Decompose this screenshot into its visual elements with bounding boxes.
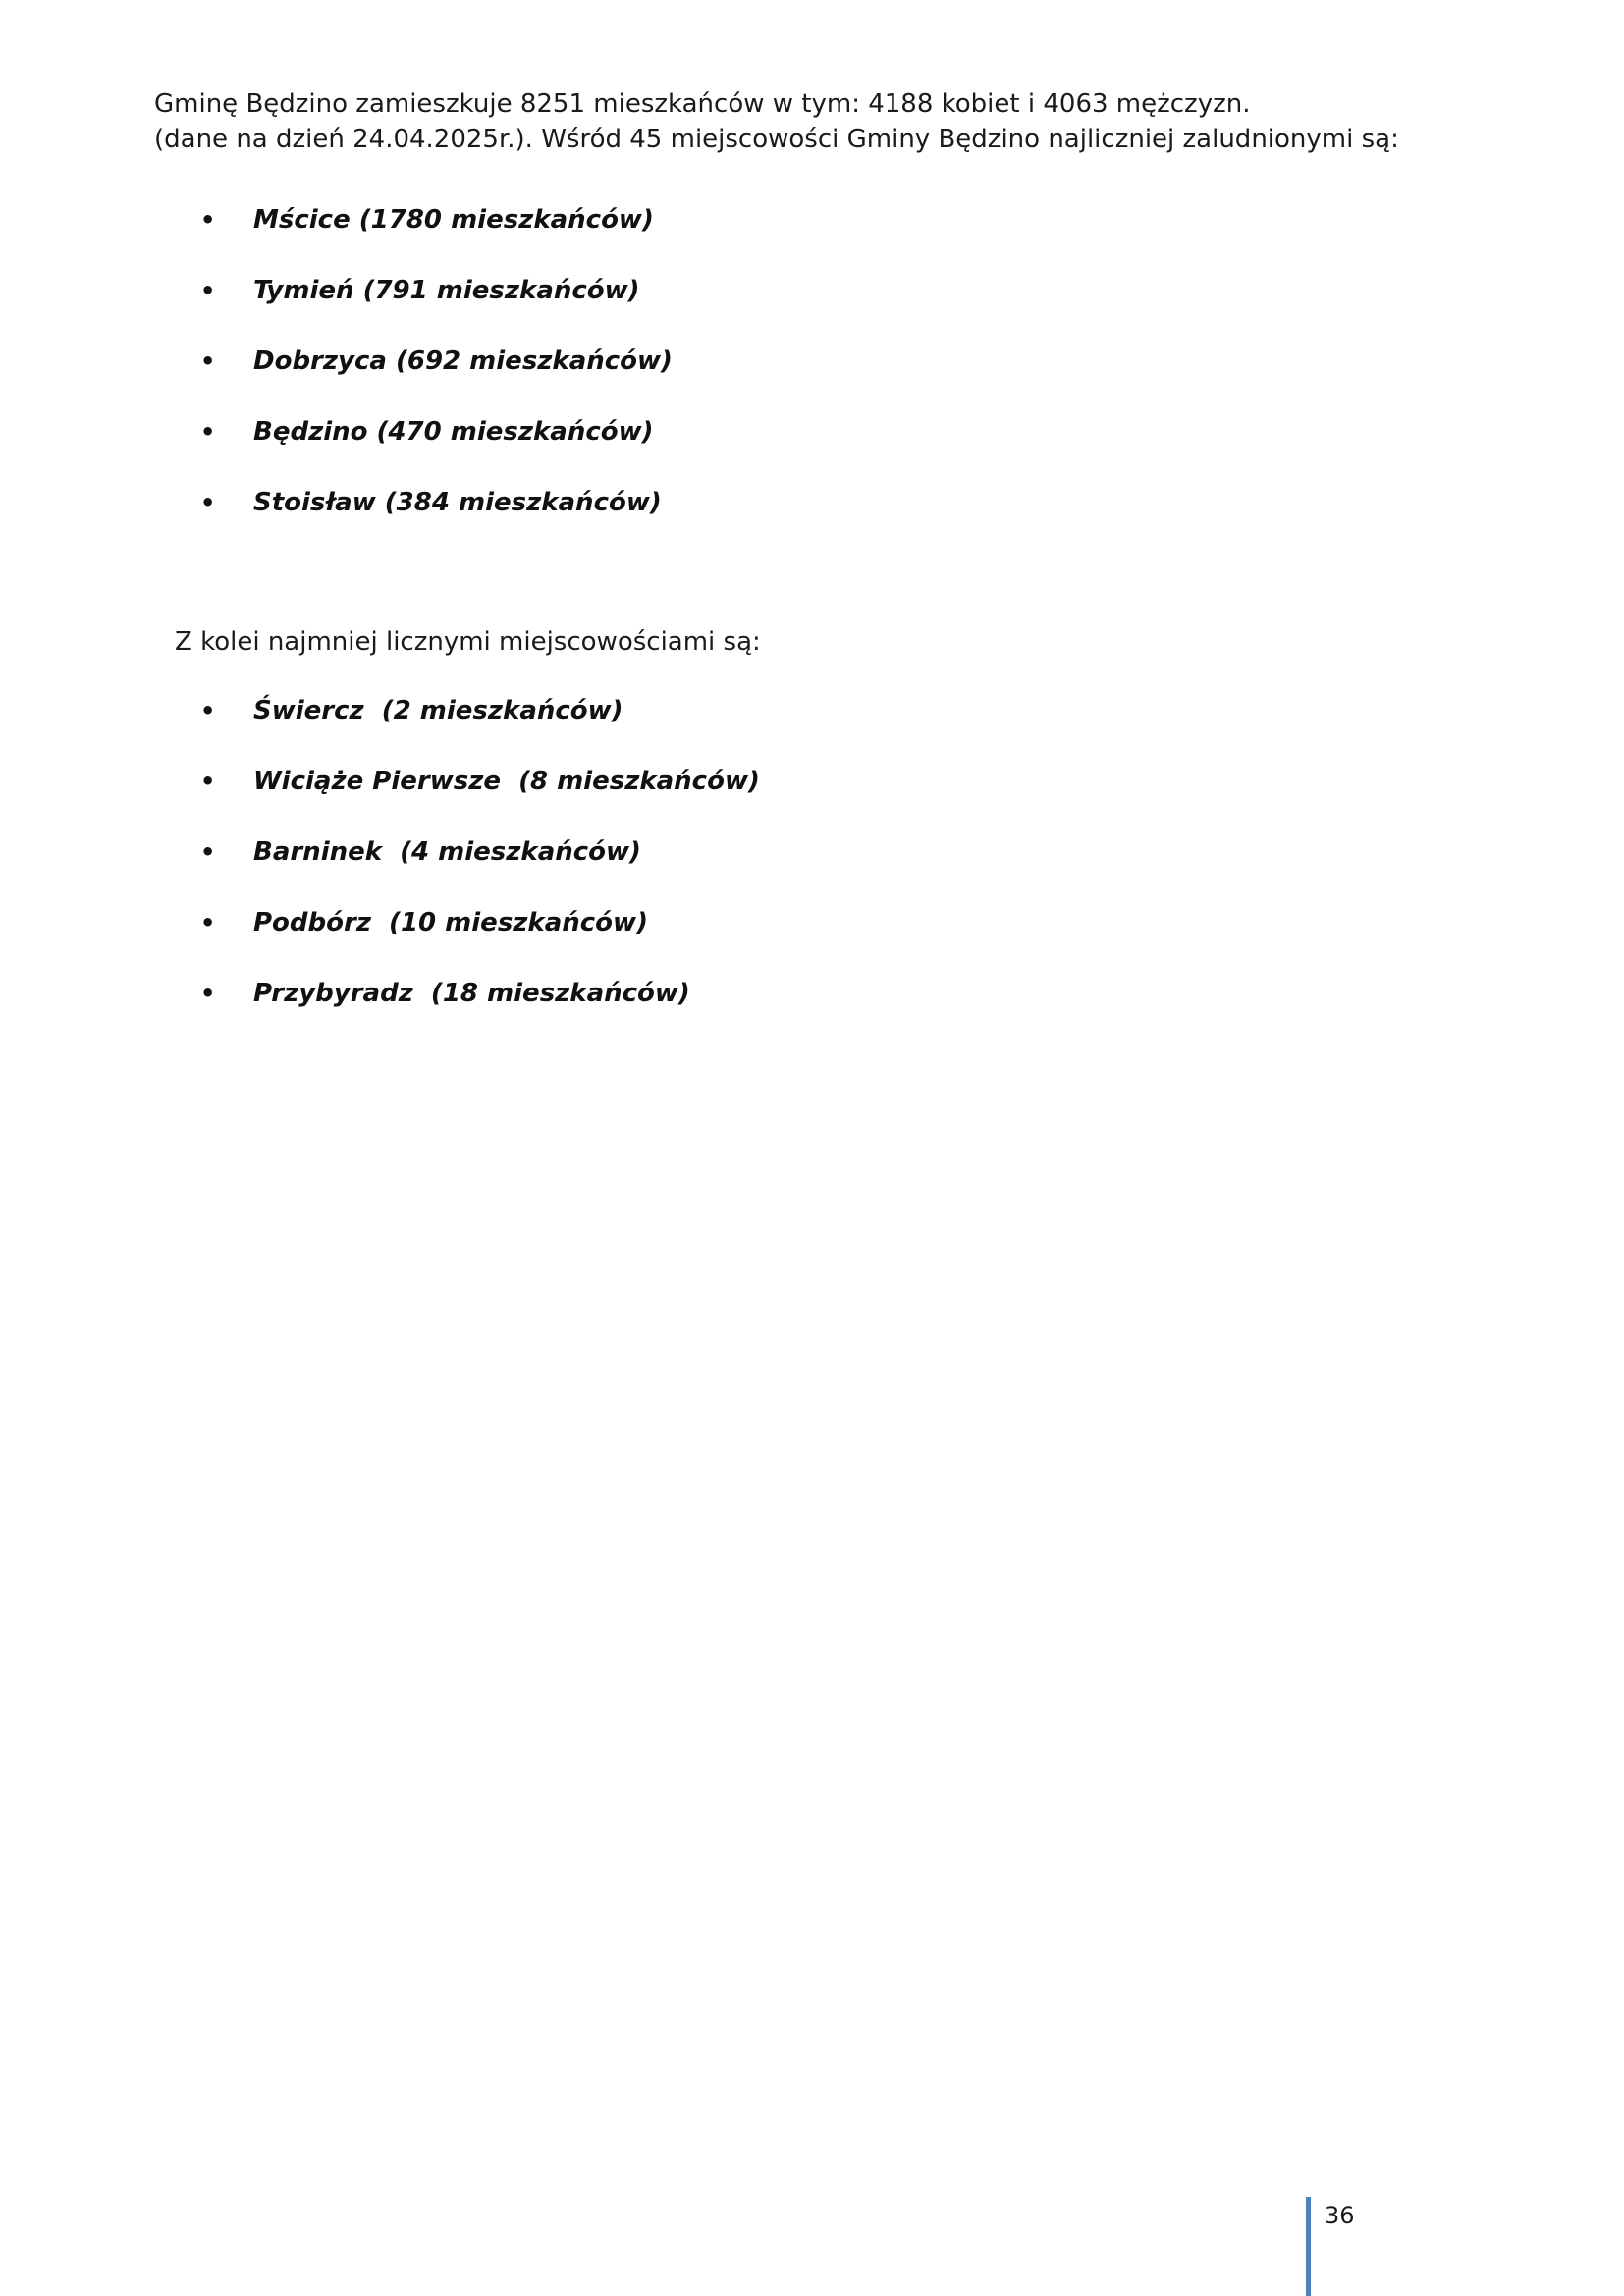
bullet-icon: • [200, 277, 216, 304]
list-item [0, 202, 884, 273]
bullet-icon: • [200, 697, 216, 724]
intro-line-2: (dane na dzień 24.04.2025r.). Wśród 45 miejscowości Gminy Będzino najliczniej zaludnionymi są: [154, 125, 1399, 154]
list-item-text: Dobrzyca (692 mieszkańców) [253, 347, 673, 376]
bullet-icon: • [200, 909, 216, 936]
list-item-text: Przybyradz (18 mieszkańców) [253, 979, 690, 1008]
list-item-text: Mścice (1780 mieszkańców) [253, 205, 654, 235]
intro-line-1: Gminę Będzino zamieszkuje 8251 mieszkańców w tym: 4188 kobiet i 4063 mężczyzn. [154, 89, 1251, 119]
list-item [0, 905, 884, 976]
bullet-icon: • [200, 206, 216, 234]
list-item [0, 764, 884, 834]
list-item [0, 414, 884, 485]
bullet-icon: • [200, 347, 216, 375]
list-item-text: Wiciąże Pierwsze (8 mieszkańców) [253, 767, 760, 796]
bullet-icon: • [200, 980, 216, 1007]
list-item [0, 344, 884, 414]
list-item-text: Świercz (2 mieszkańców) [253, 696, 623, 725]
list-item-text: Tymień (791 mieszkańców) [253, 276, 640, 305]
bullet-icon: • [200, 838, 216, 866]
least-populated-list [0, 693, 884, 1046]
list-item [0, 273, 884, 344]
most-populated-list [0, 202, 884, 556]
footer-accent-rule [1306, 2197, 1311, 2296]
list-item-text: Stoisław (384 mieszkańców) [253, 488, 662, 517]
bullet-icon: • [200, 768, 216, 795]
page-number: 36 [1325, 2202, 1355, 2229]
list-item-text: Będzino (470 mieszkańców) [253, 417, 654, 447]
bullet-icon: • [200, 489, 216, 516]
intro-paragraph [154, 86, 1431, 157]
list-item-text: Podbórz (10 mieszkańców) [253, 908, 648, 937]
list-item [0, 485, 884, 556]
least-populated-heading: Z kolei najmniej licznymi miejscowościami są: [175, 627, 761, 657]
list-item [0, 693, 884, 764]
list-item [0, 834, 884, 905]
bullet-icon: • [200, 418, 216, 446]
list-item-text: Barninek (4 mieszkańców) [253, 837, 641, 867]
list-item [0, 976, 884, 1046]
